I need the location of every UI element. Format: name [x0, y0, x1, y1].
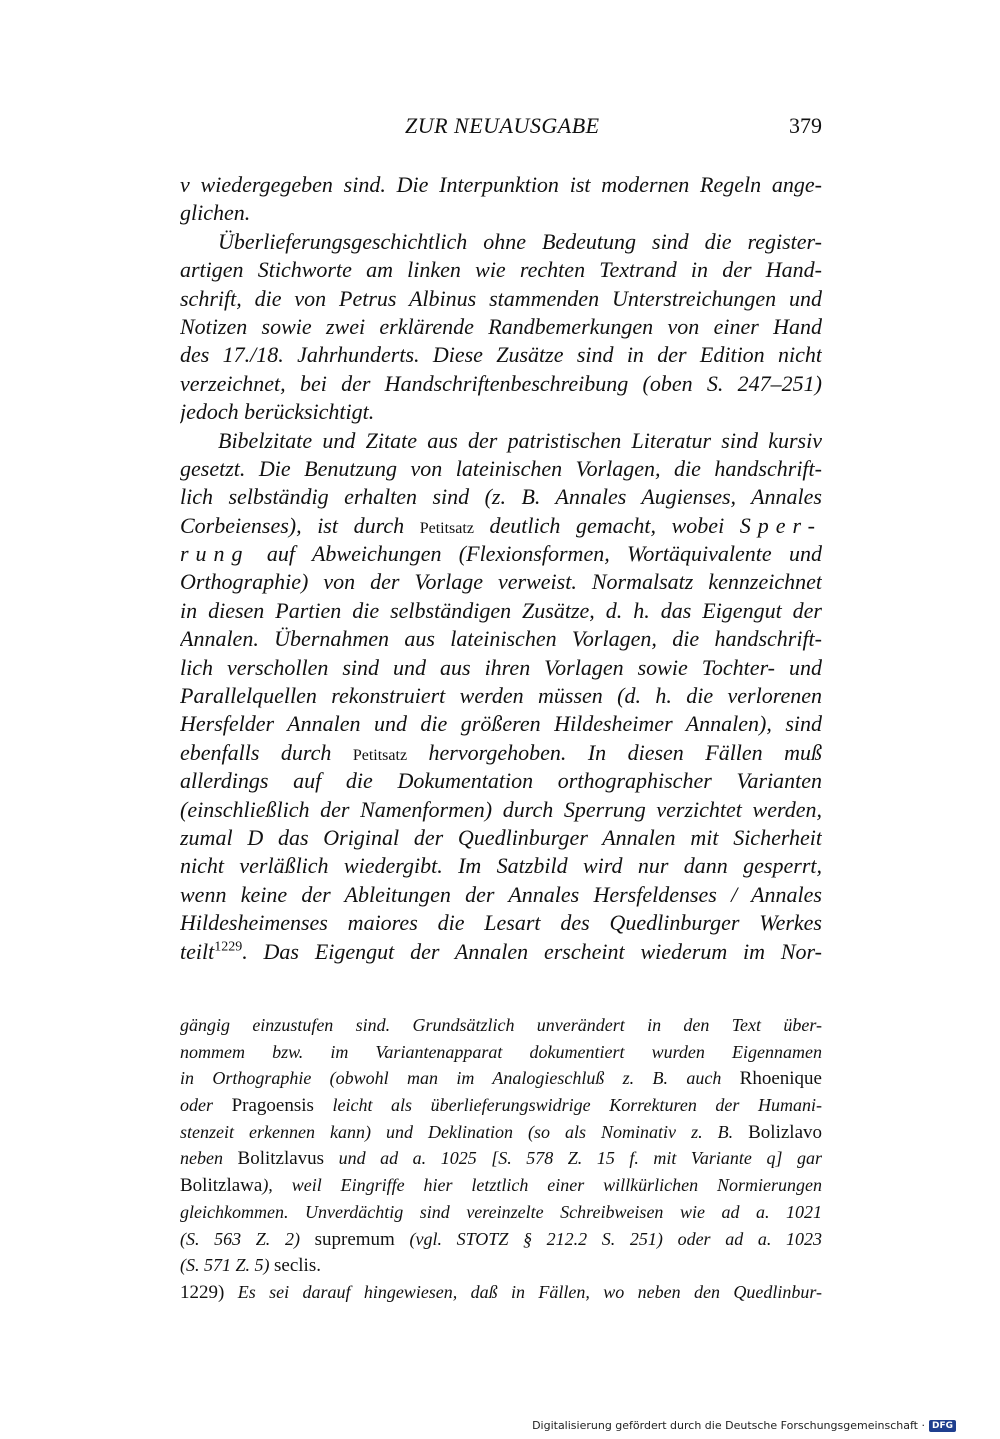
text-segment: neben [180, 1148, 223, 1169]
text-line: (einschließlich der Namenformen) durch Sperrung verzichtet werden, [180, 796, 822, 822]
footnotes [180, 1012, 822, 1306]
main-text [180, 171, 822, 966]
name-form: Pragoensis [231, 1095, 314, 1117]
text-segment: . Das Eigengut der Annalen erscheint wiederum im Nor- [242, 938, 822, 964]
footnote-line [180, 1145, 822, 1172]
text-line: jedoch berücksichtigt. [180, 399, 375, 425]
footnote-line: gleichkommen. Unverdächtig sind vereinzelte Schreibweisen wie ad a. 1021 [180, 1201, 822, 1222]
text-line: Überlieferungsgeschichtlich ohne Bedeutung sind die register- [218, 228, 822, 254]
text-line: gesetzt. Die Benutzung von lateinischen Vorlagen, die handschrift- [180, 455, 822, 481]
text-segment: (S. 571 Z. 5) [180, 1255, 270, 1276]
name-form: Rhoenique [739, 1068, 822, 1090]
dfg-logo: DFG [929, 1420, 956, 1432]
text-segment: und ad a. 1025 [S. 578 Z. 15 f. mit Variante q] gar [338, 1148, 822, 1169]
name-form: seclis. [274, 1255, 321, 1277]
text-line: Hildesheimenses maiores die Lesart des Quedlinburger Werkes [180, 910, 822, 936]
text-line: Bibelzitate und Zitate aus der patristischen Literatur sind kursiv [218, 427, 822, 453]
credit-text: Digitalisierung gefördert durch die Deutsche Forschungsgemeinschaft · [532, 1419, 925, 1432]
text-line: glichen. [180, 200, 251, 226]
text-line [180, 739, 822, 767]
footnote-line: nommem bzw. im Variantenapparat dokumentiert wurden Eigennamen [180, 1041, 822, 1062]
footnote-line [180, 1092, 822, 1119]
page-header [180, 113, 822, 143]
text-segment: in Orthographie (obwohl man im Analogieschluß z. B. auch [180, 1068, 722, 1089]
text-segment: ebenfalls durch [180, 739, 332, 765]
text-line: Hersfelder Annalen und die größeren Hildesheimer Annalen), sind [180, 711, 822, 737]
name-form: Bolizlavo [748, 1121, 822, 1143]
text-segment: (vgl. STOTZ § 212.2 S. 251) oder ad a. 1023 [409, 1228, 822, 1249]
text-line: Orthographie) von der Vorlage verweist. Normalsatz kennzeichnet [180, 569, 822, 595]
text-segment: auf Abweichungen (Flexionsformen, Wortäquivalente und [266, 541, 822, 567]
text-line: nicht verläßlich wiedergibt. Im Satzbild wird nur dann gesperrt, [180, 853, 822, 879]
footnote-line: gängig einzustufen sind. Grundsätzlich unverändert in den Text über- [180, 1015, 822, 1035]
footnote-line [180, 1172, 822, 1199]
name-form: Bolitzlavus [237, 1148, 325, 1170]
text-segment: Corbeienses), ist durch [180, 512, 405, 538]
page-number: 379 [789, 113, 822, 138]
text-segment: leicht als überlieferungswidrige Korrekturen der Humani- [332, 1095, 822, 1116]
text-line: artigen Stichworte am linken wie rechten Textrand in der Hand- [180, 257, 822, 283]
text-line [180, 512, 822, 540]
text-line: v wiedergegeben sind. Die Interpunktion ist modernen Regeln ange- [180, 172, 822, 197]
text-line: wenn keine der Ableitungen der Annales Hersfeldenses / Annales [180, 881, 822, 907]
text-segment: teilt [180, 938, 215, 964]
footnote-line [180, 1279, 822, 1306]
text-segment: hervorgehoben. In diesen Fällen muß [428, 739, 822, 765]
footnote-line [180, 1226, 822, 1253]
footnote-number: 1229) [180, 1281, 225, 1303]
footnote-marker: 1229 [214, 939, 243, 955]
funding-credit [532, 1419, 956, 1432]
sperrung-sample: rung [180, 541, 250, 567]
text-line [180, 938, 822, 966]
name-form: Bolitzlawa [180, 1175, 263, 1197]
footnote-line [180, 1065, 822, 1092]
running-title: ZUR NEUAUSGABE [405, 113, 600, 138]
text-line: des 17./18. Jahrhunderts. Diese Zusätze sind in der Edition nicht [180, 342, 822, 368]
sperrung-sample: Sper- [739, 512, 822, 538]
text-line: zumal D das Original der Quedlinburger Annalen mit Sicherheit [180, 824, 822, 850]
text-segment: Es sei darauf hingewiesen, daß in Fällen, wo neben den Quedlinbur- [237, 1281, 822, 1302]
text-segment: (S. 563 Z. 2) [180, 1228, 300, 1249]
text-line: Parallelquellen rekonstruiert werden müssen (d. h. die verlorenen [180, 683, 822, 709]
text-line: lich selbständig erhalten sind (z. B. Annales Augienses, Annales [180, 484, 822, 510]
text-line: Annalen. Übernahmen aus lateinischen Vorlagen, die handschrift- [180, 626, 822, 652]
text-line: lich verschollen sind und aus ihren Vorlagen sowie Tochter- und [180, 654, 822, 680]
text-segment: deutlich gemacht, wobei [489, 512, 725, 538]
text-line: schrift, die von Petrus Albinus stammenden Unterstreichungen und [180, 285, 822, 311]
text-segment: ), weil Eingriffe hier letztlich einer willkürlichen Normierungen [262, 1175, 822, 1196]
text-line: allerdings auf die Dokumentation orthographischer Varianten [180, 768, 822, 794]
name-form: supremum [314, 1228, 395, 1250]
text-line: in diesen Partien die selbständigen Zusätze, d. h. das Eigengut der [180, 597, 822, 623]
text-segment: oder [180, 1095, 213, 1116]
petitsatz-sample: Petitsatz [419, 519, 474, 537]
text-line: verzeichnet, bei der Handschriftenbeschreibung (oben S. 247–251) [180, 370, 822, 396]
text-segment: stenzeit erkennen kann) und Deklination (so als Nominativ z. B. [180, 1121, 734, 1142]
text-line: Notizen sowie zwei erklärende Randbemerkungen von einer Hand [180, 313, 822, 339]
petitsatz-sample: Petitsatz [352, 746, 408, 764]
text-line [180, 540, 822, 568]
footnote-line [180, 1119, 822, 1146]
footnote-line [180, 1252, 822, 1279]
